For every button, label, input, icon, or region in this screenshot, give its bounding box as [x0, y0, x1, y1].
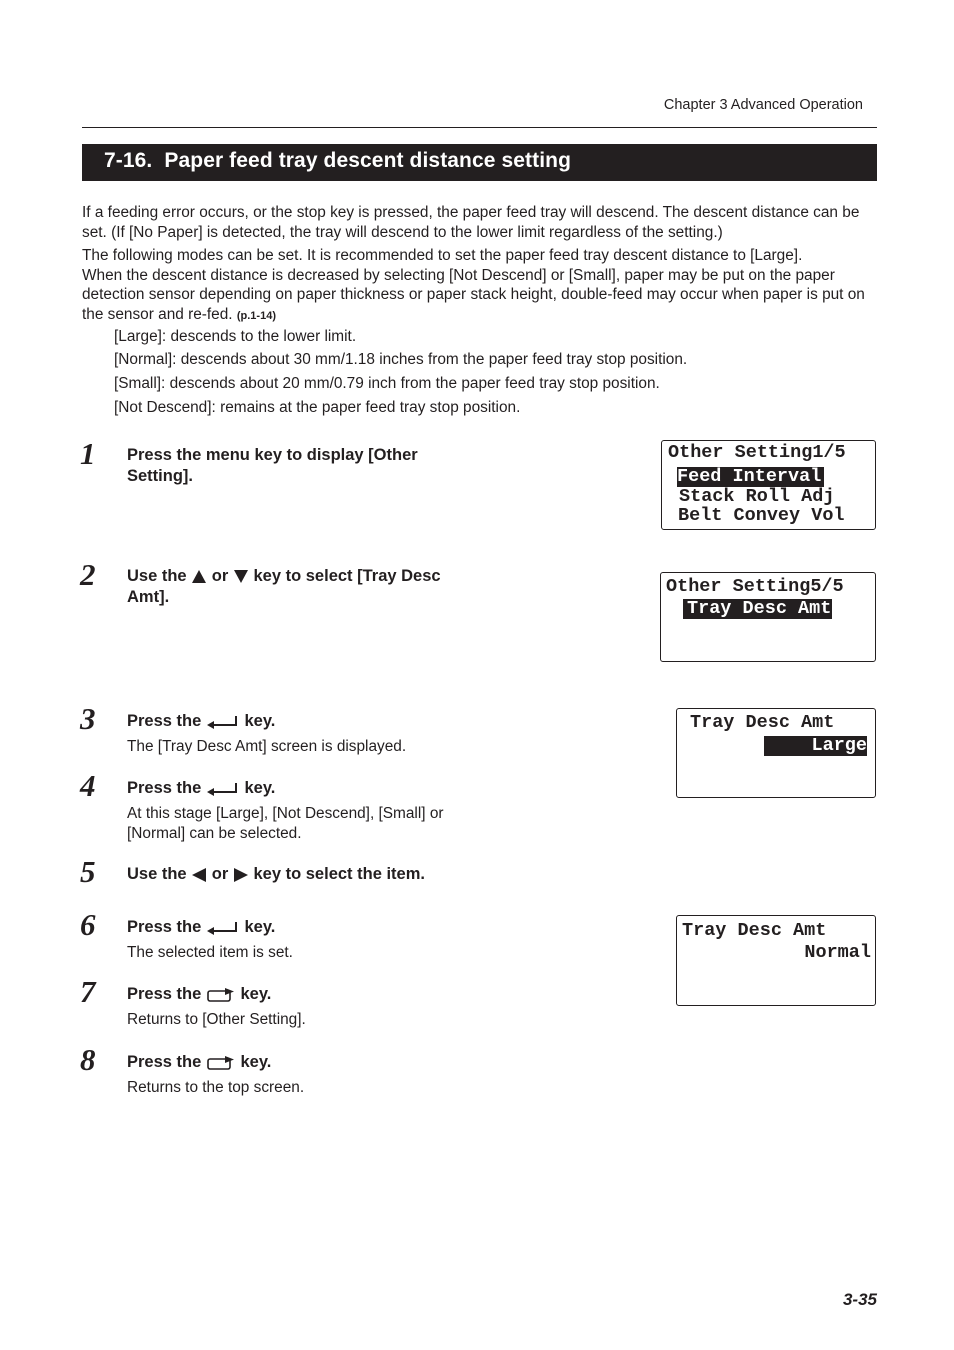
lcd-line: Tray Desc Amt [690, 712, 835, 733]
step-5-mid: or [211, 865, 229, 883]
step-3-instruction [127, 711, 477, 732]
step-6-post: key. [244, 918, 276, 936]
step-3-description: The [Tray Desc Amt] screen is displayed. [127, 738, 407, 755]
section-number: 7-16. [104, 149, 153, 172]
step-8-post: key. [240, 1053, 272, 1071]
step-number-1: 1 [80, 436, 96, 471]
lcd-other-setting-5 [660, 572, 876, 662]
step-3-pre: Press the [127, 712, 202, 730]
step-4-description: At this stage [Large], [Not Descend], [Small] or [Normal] can be selected. [127, 805, 444, 842]
page-reference: (p.1-14) [236, 309, 276, 322]
intro-paragraph-1: If a feeding error occurs, or the stop key is pressed, the paper feed tray will descend. The descent distance can be set. (If [No Paper] is detected, the tray will descend to the lower limit regardless of the setting.) [82, 204, 860, 241]
step-2-pre: Use the [127, 567, 187, 585]
step-5-instruction [127, 864, 477, 885]
right-triangle-icon [234, 868, 248, 882]
step-7-description: Returns to [Other Setting]. [127, 1011, 306, 1028]
step-7-post: key. [240, 985, 272, 1003]
lcd-line: Belt Convey Vol [678, 505, 845, 526]
step-6-instruction [127, 917, 477, 938]
mode-normal: [Normal]: descends about 30 mm/1.18 inches from the paper feed tray stop position. [114, 351, 688, 368]
step-2-post: key to select [Tray Desc Amt]. [127, 567, 441, 606]
intro-warning: When the descent distance is decreased by selecting [Not Descend] or [Small], paper may be put on the paper detection sensor depending on paper thickness or paper stack height, double-feed may occur when paper is put on the sensor and re-fed. [82, 266, 865, 323]
page-number: 3-35 [842, 1290, 877, 1309]
section-heading-bar [82, 144, 877, 181]
step-8-pre: Press the [127, 1053, 202, 1071]
up-triangle-icon [192, 570, 206, 583]
mode-large: [Large]: descends to the lower limit. [114, 328, 357, 345]
lcd-highlighted-item: Feed Interval [677, 467, 824, 487]
lcd-highlighted-item: Tray Desc Amt [683, 599, 832, 619]
lcd-line: Stack Roll Adj [679, 486, 835, 507]
enter-key-icon [207, 782, 239, 796]
enter-key-icon [207, 715, 239, 729]
header-rule [82, 127, 877, 128]
lcd-highlighted-item: Large [764, 736, 867, 756]
return-key-icon [207, 988, 235, 1002]
step-4-pre: Press the [127, 779, 202, 797]
lcd-line: Other Setting5/5 [666, 576, 844, 597]
step-8-instruction [127, 1052, 477, 1073]
step-number-4: 4 [80, 768, 96, 803]
left-triangle-icon [192, 868, 206, 882]
lcd-line: Normal [804, 942, 871, 963]
step-number-6: 6 [80, 907, 96, 942]
mode-not-descend: [Not Descend]: remains at the paper feed tray stop position. [114, 399, 521, 416]
lcd-line: Tray Desc Amt [682, 920, 827, 941]
step-1-instruction: Press the menu key to display [Other Setting]. [127, 446, 418, 485]
step-6-description: The selected item is set. [127, 944, 293, 961]
step-5-pre: Use the [127, 865, 187, 883]
step-8-description: Returns to the top screen. [127, 1079, 305, 1096]
step-number-5: 5 [80, 854, 96, 889]
chapter-header: Chapter 3 Advanced Operation [663, 97, 863, 113]
step-6-pre: Press the [127, 918, 202, 936]
lcd-line: Other Setting1/5 [668, 442, 846, 463]
intro-paragraph-2 [82, 246, 882, 326]
mode-small: [Small]: descends about 20 mm/0.79 inch from the paper feed tray stop position. [114, 375, 660, 392]
lcd-other-setting-1 [661, 440, 876, 530]
step-4-post: key. [244, 779, 276, 797]
lcd-tray-desc-amt-large [676, 708, 876, 798]
step-3-post: key. [244, 712, 276, 730]
return-key-icon [207, 1056, 235, 1070]
down-triangle-icon [234, 570, 248, 583]
enter-key-icon [207, 921, 239, 935]
step-number-7: 7 [80, 974, 96, 1009]
step-2-instruction [127, 566, 477, 608]
step-number-2: 2 [80, 557, 96, 592]
step-number-8: 8 [80, 1042, 96, 1077]
section-title-text: Paper feed tray descent distance setting [164, 149, 572, 172]
step-7-instruction [127, 984, 477, 1005]
section-title [104, 149, 571, 173]
lcd-tray-desc-amt-normal [676, 915, 876, 1006]
step-2-mid: or [211, 567, 229, 585]
intro-recommendation: The following modes can be set. It is recommended to set the paper feed tray descent distance to [Large]. [82, 247, 803, 264]
step-number-3: 3 [80, 701, 96, 736]
step-5-post: key to select the item. [253, 865, 425, 883]
step-4-instruction [127, 778, 477, 799]
step-7-pre: Press the [127, 985, 202, 1003]
